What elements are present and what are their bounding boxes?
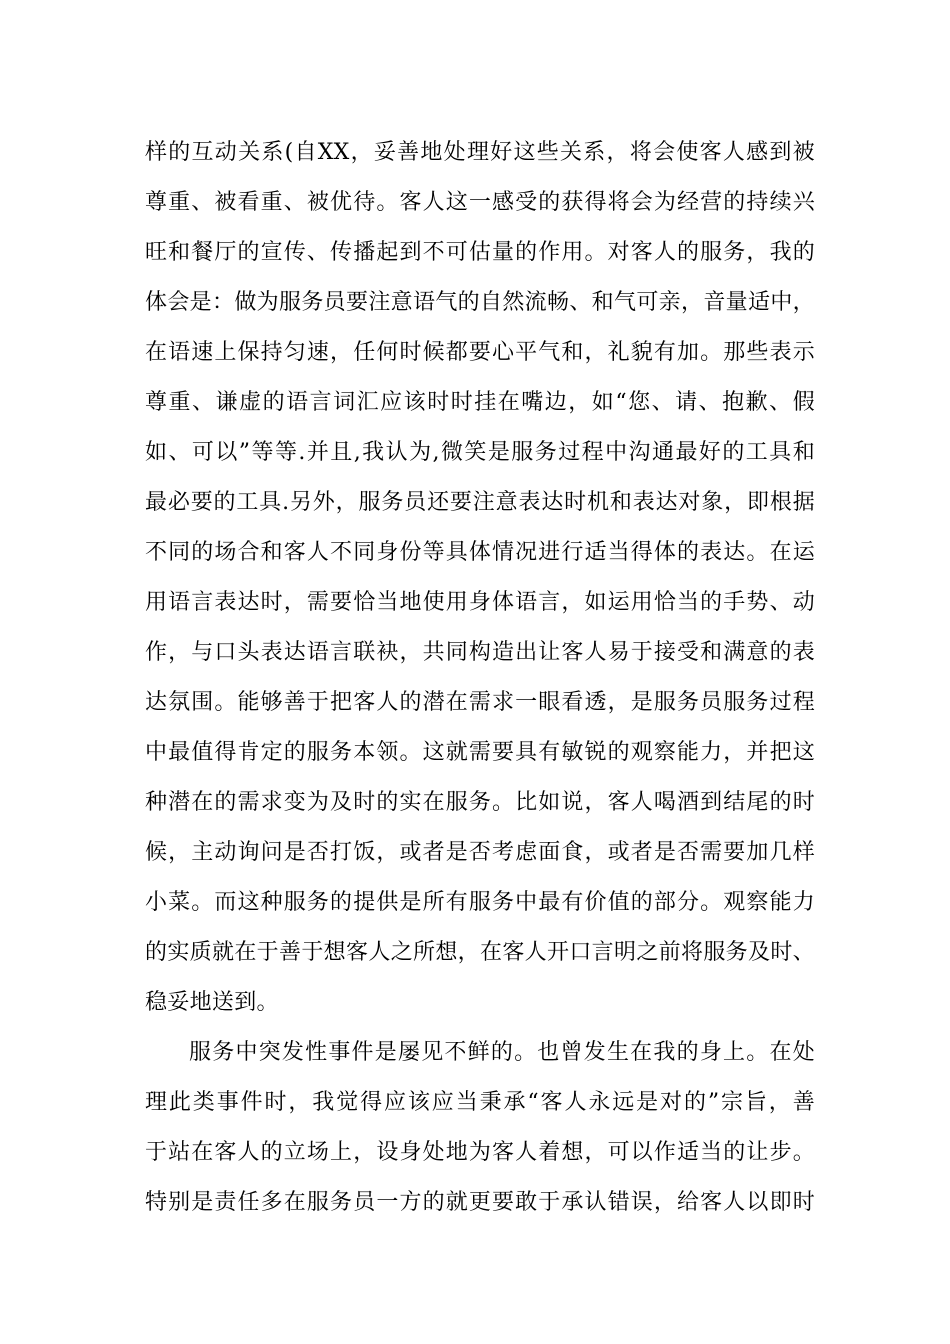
text-line: 种潜在的需求变为及时的实在服务。比如说，客人喝酒到结尾的时 <box>145 790 815 815</box>
text-line: 中最值得肯定的服务本领。这就需要具有敏锐的观察能力，并把这 <box>145 740 815 765</box>
text-line: 样的互动关系(自XX，妥善地处理好这些关系，将会使客人感到被 <box>145 140 815 165</box>
text-line: 候，主动询问是否打饭，或者是否考虑面食，或者是否需要加几样 <box>145 840 815 865</box>
text-line: 小菜。而这种服务的提供是所有服务中最有价值的部分。观察能力 <box>145 890 815 915</box>
text-line: 于站在客人的立场上，设身处地为客人着想，可以作适当的让步。 <box>145 1140 815 1165</box>
text-line: 的实质就在于善于想客人之所想，在客人开口言明之前将服务及时、 <box>145 940 815 965</box>
text-line: 特别是责任多在服务员一方的就更要敢于承认错误，给客人以即时 <box>145 1190 815 1215</box>
text-line: 作，与口头表达语言联袂，共同构造出让客人易于接受和满意的表 <box>145 640 815 665</box>
text-line: 最必要的工具.另外，服务员还要注意表达时机和表达对象，即根据 <box>145 490 815 515</box>
text-line: 如、可以”等等.并且,我认为,微笑是服务过程中沟通最好的工具和 <box>145 440 815 465</box>
body-text <box>145 128 815 1228</box>
text-line: 用语言表达时，需要恰当地使用身体语言，如运用恰当的手势、动 <box>145 590 815 615</box>
text-line: 理此类事件时，我觉得应该应当秉承“客人永远是对的”宗旨，善 <box>145 1090 815 1115</box>
text-line: 达氛围。能够善于把客人的潜在需求一眼看透，是服务员服务过程 <box>145 690 815 715</box>
text-line: 在语速上保持匀速，任何时候都要心平气和，礼貌有加。那些表示 <box>145 340 815 365</box>
text-line: 体会是：做为服务员要注意语气的自然流畅、和气可亲，音量适中， <box>145 290 815 315</box>
text-line: 尊重、谦虚的语言词汇应该时时挂在嘴边，如“您、请、抱歉、假 <box>145 390 815 415</box>
text-line: 稳妥地送到。 <box>145 990 279 1015</box>
text-line: 尊重、被看重、被优待。客人这一感受的获得将会为经营的持续兴 <box>145 190 815 215</box>
paragraph-first-line: 服务中突发性事件是屡见不鲜的。也曾发生在我的身上。在处 <box>189 1040 815 1065</box>
text-line: 不同的场合和客人不同身份等具体情况进行适当得体的表达。在运 <box>145 540 815 565</box>
text-line: 旺和餐厅的宣传、传播起到不可估量的作用。对客人的服务，我的 <box>145 240 815 265</box>
